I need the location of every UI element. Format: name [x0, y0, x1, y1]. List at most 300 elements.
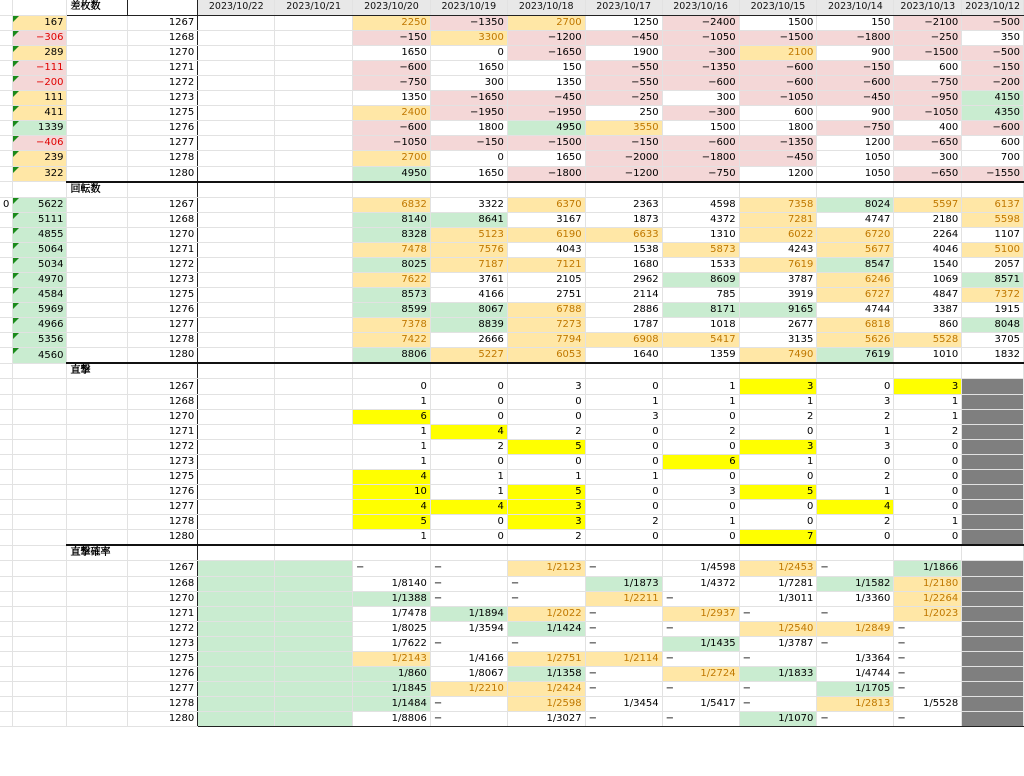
data-cell[interactable]: 1359	[662, 348, 739, 364]
machine-number[interactable]: 1275	[127, 651, 197, 666]
data-cell[interactable]	[198, 106, 275, 121]
data-cell[interactable]: −	[894, 712, 962, 727]
data-cell[interactable]	[198, 257, 275, 272]
data-cell[interactable]: 2	[662, 424, 739, 439]
data-cell[interactable]	[962, 636, 1024, 651]
data-cell[interactable]: −300	[662, 106, 739, 121]
data-cell[interactable]: 900	[817, 45, 894, 60]
data-cell[interactable]	[198, 273, 275, 288]
data-cell[interactable]	[962, 530, 1024, 546]
data-cell[interactable]: 7619	[817, 348, 894, 364]
data-cell[interactable]: 2105	[507, 273, 585, 288]
summary-cell[interactable]: −406	[13, 136, 67, 151]
data-cell[interactable]: 2677	[739, 318, 817, 333]
data-cell[interactable]: −	[817, 561, 894, 576]
data-cell[interactable]: 600	[739, 106, 817, 121]
data-cell[interactable]: 1/7281	[739, 576, 817, 591]
data-cell[interactable]: 2886	[585, 303, 662, 318]
data-cell[interactable]: 0	[817, 379, 894, 394]
machine-number[interactable]: 1278	[127, 333, 197, 348]
data-cell[interactable]: 1832	[962, 348, 1024, 364]
summary-cell[interactable]	[13, 591, 67, 606]
data-cell[interactable]: 2962	[585, 273, 662, 288]
data-cell[interactable]	[962, 667, 1024, 682]
data-cell[interactable]: −600	[817, 75, 894, 90]
section-title[interactable]: 回転数	[67, 182, 127, 198]
data-cell[interactable]: 1500	[662, 121, 739, 136]
summary-cell[interactable]	[13, 515, 67, 530]
summary-cell[interactable]: 4560	[13, 348, 67, 364]
data-cell[interactable]: 0	[353, 379, 431, 394]
row-blank[interactable]	[67, 712, 127, 727]
machine-number[interactable]: 1276	[127, 485, 197, 500]
data-cell[interactable]	[962, 439, 1024, 454]
machine-number[interactable]: 1280	[127, 348, 197, 364]
data-cell[interactable]: 6788	[507, 303, 585, 318]
data-cell[interactable]	[275, 318, 353, 333]
data-cell[interactable]	[275, 197, 353, 212]
summary-cell[interactable]	[13, 409, 67, 424]
section-title-fill[interactable]	[962, 182, 1024, 198]
data-cell[interactable]: 4847	[894, 288, 962, 303]
data-cell[interactable]	[198, 697, 275, 712]
data-cell[interactable]: 4950	[353, 166, 431, 182]
data-cell[interactable]: 600	[962, 136, 1024, 151]
section-title[interactable]: 直撃	[67, 363, 127, 379]
data-cell[interactable]: −200	[962, 75, 1024, 90]
data-cell[interactable]: 1/2424	[507, 682, 585, 697]
row-blank[interactable]	[67, 121, 127, 136]
data-cell[interactable]	[275, 30, 353, 45]
data-cell[interactable]: −	[662, 591, 739, 606]
row-blank[interactable]	[67, 30, 127, 45]
data-cell[interactable]: 3	[507, 500, 585, 515]
data-cell[interactable]: 2363	[585, 197, 662, 212]
summary-cell[interactable]	[13, 561, 67, 576]
data-cell[interactable]: 4150	[962, 91, 1024, 106]
section-title-pad[interactable]	[127, 363, 197, 379]
section-title-fill[interactable]	[817, 545, 894, 561]
data-cell[interactable]: 0	[585, 454, 662, 469]
machine-number[interactable]: 1271	[127, 606, 197, 621]
data-cell[interactable]: 1250	[585, 15, 662, 30]
data-cell[interactable]	[275, 394, 353, 409]
data-cell[interactable]: 4	[353, 470, 431, 485]
summary-cell[interactable]: 4966	[13, 318, 67, 333]
data-cell[interactable]: −	[585, 682, 662, 697]
data-cell[interactable]: 8328	[353, 227, 431, 242]
summary-cell[interactable]: 4970	[13, 273, 67, 288]
data-cell[interactable]: −	[894, 667, 962, 682]
data-cell[interactable]	[198, 561, 275, 576]
data-cell[interactable]	[198, 15, 275, 30]
date-header-8[interactable]: 2023/10/14	[817, 0, 894, 15]
data-cell[interactable]: 8024	[817, 197, 894, 212]
data-cell[interactable]: 1	[894, 409, 962, 424]
data-cell[interactable]: 3	[507, 379, 585, 394]
section-title-fill[interactable]	[894, 182, 962, 198]
data-cell[interactable]	[962, 651, 1024, 666]
data-cell[interactable]: −1050	[739, 91, 817, 106]
data-cell[interactable]: 3705	[962, 333, 1024, 348]
date-header-4[interactable]: 2023/10/18	[507, 0, 585, 15]
data-cell[interactable]	[275, 576, 353, 591]
machine-number[interactable]: 1278	[127, 151, 197, 166]
data-cell[interactable]: 1/8025	[353, 621, 431, 636]
data-cell[interactable]: −	[662, 682, 739, 697]
row-blank[interactable]	[67, 151, 127, 166]
data-cell[interactable]: −	[662, 621, 739, 636]
data-cell[interactable]: 2057	[962, 257, 1024, 272]
data-cell[interactable]: −	[430, 591, 507, 606]
machine-number[interactable]: 1270	[127, 409, 197, 424]
section-title-fill[interactable]	[817, 182, 894, 198]
data-cell[interactable]: 7273	[507, 318, 585, 333]
data-cell[interactable]: −	[585, 667, 662, 682]
data-cell[interactable]: 900	[817, 106, 894, 121]
section-title-fill[interactable]	[662, 545, 739, 561]
data-cell[interactable]: 4350	[962, 106, 1024, 121]
data-cell[interactable]: 0	[430, 454, 507, 469]
data-cell[interactable]: 1/2453	[739, 561, 817, 576]
machine-number[interactable]: 1267	[127, 15, 197, 30]
machine-number[interactable]: 1267	[127, 379, 197, 394]
summary-cell[interactable]: 5969	[13, 303, 67, 318]
data-cell[interactable]: 1/2813	[817, 697, 894, 712]
data-cell[interactable]: 7358	[739, 197, 817, 212]
data-cell[interactable]	[962, 485, 1024, 500]
data-cell[interactable]	[198, 454, 275, 469]
data-cell[interactable]: 7576	[430, 242, 507, 257]
data-cell[interactable]: 0	[739, 515, 817, 530]
data-cell[interactable]: −550	[585, 75, 662, 90]
row-prefix[interactable]	[0, 379, 13, 394]
section-title-fill[interactable]	[198, 363, 275, 379]
data-cell[interactable]: −750	[894, 75, 962, 90]
row-blank[interactable]	[67, 288, 127, 303]
data-cell[interactable]: 1800	[739, 121, 817, 136]
data-cell[interactable]: −1050	[353, 136, 431, 151]
summary-cell[interactable]: 111	[13, 91, 67, 106]
data-cell[interactable]: 0	[662, 500, 739, 515]
data-cell[interactable]: 7422	[353, 333, 431, 348]
data-cell[interactable]: 1/2540	[739, 621, 817, 636]
machine-number[interactable]: 1270	[127, 227, 197, 242]
data-cell[interactable]: 3322	[430, 197, 507, 212]
row-prefix[interactable]	[0, 409, 13, 424]
data-cell[interactable]: 700	[962, 151, 1024, 166]
header-machine-col[interactable]	[127, 0, 197, 15]
data-cell[interactable]: 8547	[817, 257, 894, 272]
row-prefix[interactable]	[0, 45, 13, 60]
row-prefix[interactable]	[0, 303, 13, 318]
data-cell[interactable]: −	[585, 606, 662, 621]
section-title-fill[interactable]	[894, 363, 962, 379]
data-cell[interactable]	[275, 379, 353, 394]
section-title-fill[interactable]	[894, 545, 962, 561]
data-cell[interactable]: −1800	[817, 30, 894, 45]
data-cell[interactable]: −	[662, 712, 739, 727]
machine-number[interactable]: 1277	[127, 500, 197, 515]
section-title-fill[interactable]	[817, 363, 894, 379]
data-cell[interactable]: 0	[430, 394, 507, 409]
summary-cell[interactable]	[13, 651, 67, 666]
data-cell[interactable]	[198, 439, 275, 454]
row-prefix[interactable]	[0, 15, 13, 30]
data-cell[interactable]: −	[585, 712, 662, 727]
data-cell[interactable]: 8641	[430, 212, 507, 227]
section-title-fill[interactable]	[198, 545, 275, 561]
data-cell[interactable]	[198, 333, 275, 348]
machine-number[interactable]: 1272	[127, 621, 197, 636]
row-prefix[interactable]	[0, 485, 13, 500]
section-title-fill[interactable]	[353, 363, 431, 379]
data-cell[interactable]: 0	[662, 530, 739, 546]
data-cell[interactable]: 8140	[353, 212, 431, 227]
machine-number[interactable]: 1273	[127, 91, 197, 106]
data-cell[interactable]: −	[353, 561, 431, 576]
data-cell[interactable]: 1/2598	[507, 697, 585, 712]
data-cell[interactable]: 2	[739, 409, 817, 424]
data-cell[interactable]: 6022	[739, 227, 817, 242]
data-cell[interactable]: 0	[894, 485, 962, 500]
machine-number[interactable]: 1268	[127, 576, 197, 591]
data-cell[interactable]: 0	[739, 500, 817, 515]
data-cell[interactable]	[275, 500, 353, 515]
row-blank[interactable]	[67, 45, 127, 60]
data-cell[interactable]: 4747	[817, 212, 894, 227]
data-cell[interactable]: 4598	[662, 197, 739, 212]
data-cell[interactable]: 0	[430, 379, 507, 394]
data-cell[interactable]: −	[894, 621, 962, 636]
date-header-5[interactable]: 2023/10/17	[585, 0, 662, 15]
data-cell[interactable]	[275, 348, 353, 364]
row-blank[interactable]	[67, 606, 127, 621]
data-cell[interactable]: 1	[430, 470, 507, 485]
data-cell[interactable]	[275, 636, 353, 651]
section-title-fill[interactable]	[198, 182, 275, 198]
data-cell[interactable]	[275, 667, 353, 682]
data-cell[interactable]: 1/2143	[353, 651, 431, 666]
data-cell[interactable]: 7121	[507, 257, 585, 272]
data-cell[interactable]: −500	[962, 45, 1024, 60]
data-cell[interactable]	[962, 606, 1024, 621]
data-cell[interactable]: 5	[507, 439, 585, 454]
data-cell[interactable]	[275, 712, 353, 727]
data-cell[interactable]	[275, 591, 353, 606]
data-cell[interactable]	[198, 318, 275, 333]
data-cell[interactable]: −150	[353, 30, 431, 45]
summary-cell[interactable]	[13, 712, 67, 727]
data-cell[interactable]: −	[585, 621, 662, 636]
data-cell[interactable]	[275, 106, 353, 121]
section-title-pad[interactable]	[127, 545, 197, 561]
data-cell[interactable]: −2400	[662, 15, 739, 30]
section-title-fill[interactable]	[585, 182, 662, 198]
data-cell[interactable]	[275, 166, 353, 182]
data-cell[interactable]: 1010	[894, 348, 962, 364]
data-cell[interactable]: 1018	[662, 318, 739, 333]
data-cell[interactable]: −	[739, 651, 817, 666]
data-cell[interactable]: 2	[430, 439, 507, 454]
section-title-fill[interactable]	[430, 363, 507, 379]
data-cell[interactable]: 6370	[507, 197, 585, 212]
date-header-1[interactable]: 2023/10/21	[275, 0, 353, 15]
data-cell[interactable]	[198, 591, 275, 606]
data-cell[interactable]: 1/8140	[353, 576, 431, 591]
data-cell[interactable]	[198, 348, 275, 364]
data-cell[interactable]	[198, 60, 275, 75]
data-cell[interactable]	[275, 60, 353, 75]
data-cell[interactable]: 5100	[962, 242, 1024, 257]
row-blank[interactable]	[67, 15, 127, 30]
data-cell[interactable]: 0	[894, 454, 962, 469]
data-cell[interactable]	[275, 682, 353, 697]
section-title-sashimaisu[interactable]: 差枚数	[67, 0, 127, 15]
row-prefix[interactable]	[0, 91, 13, 106]
row-blank[interactable]	[67, 530, 127, 546]
row-prefix[interactable]	[0, 515, 13, 530]
summary-cell[interactable]	[13, 454, 67, 469]
data-cell[interactable]: −600	[739, 60, 817, 75]
data-cell[interactable]: 8048	[962, 318, 1024, 333]
row-blank[interactable]	[67, 348, 127, 364]
data-cell[interactable]	[198, 394, 275, 409]
row-prefix[interactable]	[0, 500, 13, 515]
data-cell[interactable]: 4	[430, 500, 507, 515]
data-cell[interactable]: 2	[585, 515, 662, 530]
data-cell[interactable]: 1	[662, 379, 739, 394]
machine-number[interactable]: 1271	[127, 60, 197, 75]
data-cell[interactable]: 3	[585, 409, 662, 424]
data-cell[interactable]: 5	[507, 485, 585, 500]
data-cell[interactable]: 1/1424	[507, 621, 585, 636]
data-cell[interactable]: 3135	[739, 333, 817, 348]
data-cell[interactable]	[275, 485, 353, 500]
row-prefix[interactable]	[0, 136, 13, 151]
summary-cell[interactable]: −306	[13, 30, 67, 45]
data-cell[interactable]: 1/2114	[585, 651, 662, 666]
section-title-fill[interactable]	[430, 545, 507, 561]
summary-cell[interactable]: −200	[13, 75, 67, 90]
data-cell[interactable]: 6190	[507, 227, 585, 242]
data-cell[interactable]	[275, 697, 353, 712]
data-cell[interactable]: 1/1833	[739, 667, 817, 682]
data-cell[interactable]: 1/3787	[739, 636, 817, 651]
data-cell[interactable]: 1/2724	[662, 667, 739, 682]
data-cell[interactable]: 1	[353, 530, 431, 546]
data-cell[interactable]: 1/1845	[353, 682, 431, 697]
machine-number[interactable]: 1275	[127, 470, 197, 485]
data-cell[interactable]: 4372	[662, 212, 739, 227]
row-blank[interactable]	[67, 682, 127, 697]
row-blank[interactable]	[67, 166, 127, 182]
machine-number[interactable]: 1277	[127, 318, 197, 333]
data-cell[interactable]	[198, 212, 275, 227]
section-title-fill[interactable]	[275, 363, 353, 379]
data-cell[interactable]: 1/1705	[817, 682, 894, 697]
data-cell[interactable]: 3919	[739, 288, 817, 303]
data-cell[interactable]	[198, 667, 275, 682]
row-prefix[interactable]	[0, 712, 13, 727]
data-cell[interactable]: 0	[507, 409, 585, 424]
data-cell[interactable]	[198, 424, 275, 439]
data-cell[interactable]	[198, 136, 275, 151]
data-cell[interactable]: 1/4598	[662, 561, 739, 576]
data-cell[interactable]: 7187	[430, 257, 507, 272]
data-cell[interactable]	[962, 682, 1024, 697]
section-title-fill[interactable]	[275, 545, 353, 561]
data-cell[interactable]: 3	[662, 485, 739, 500]
row-blank[interactable]	[67, 651, 127, 666]
data-cell[interactable]: 300	[662, 91, 739, 106]
data-cell[interactable]	[962, 394, 1024, 409]
machine-number[interactable]: 1267	[127, 197, 197, 212]
summary-cell[interactable]	[13, 485, 67, 500]
summary-cell[interactable]	[13, 424, 67, 439]
summary-cell[interactable]: 5356	[13, 333, 67, 348]
data-cell[interactable]: 1/2849	[817, 621, 894, 636]
row-blank[interactable]	[67, 424, 127, 439]
summary-cell[interactable]: 239	[13, 151, 67, 166]
section-title-fill[interactable]	[962, 545, 1024, 561]
data-cell[interactable]: 1/1388	[353, 591, 431, 606]
machine-number[interactable]: 1273	[127, 273, 197, 288]
row-prefix[interactable]	[0, 106, 13, 121]
data-cell[interactable]	[198, 75, 275, 90]
summary-cell[interactable]	[13, 470, 67, 485]
row-blank[interactable]	[67, 257, 127, 272]
data-cell[interactable]: −250	[894, 30, 962, 45]
machine-number[interactable]: 1275	[127, 106, 197, 121]
row-blank[interactable]	[67, 515, 127, 530]
data-cell[interactable]: −1200	[507, 30, 585, 45]
data-cell[interactable]	[198, 409, 275, 424]
data-cell[interactable]: 0	[585, 530, 662, 546]
row-blank[interactable]	[67, 333, 127, 348]
data-cell[interactable]: 1310	[662, 227, 739, 242]
data-cell[interactable]: 2	[817, 470, 894, 485]
data-cell[interactable]: −1350	[739, 136, 817, 151]
data-cell[interactable]	[198, 151, 275, 166]
summary-cell[interactable]	[13, 530, 67, 546]
data-cell[interactable]	[198, 470, 275, 485]
row-blank[interactable]	[67, 697, 127, 712]
data-cell[interactable]: 9165	[739, 303, 817, 318]
data-cell[interactable]: 8171	[662, 303, 739, 318]
data-cell[interactable]: 2700	[507, 15, 585, 30]
data-cell[interactable]	[275, 257, 353, 272]
data-cell[interactable]: −300	[662, 45, 739, 60]
section-title-fill[interactable]	[739, 182, 817, 198]
data-cell[interactable]: −750	[662, 166, 739, 182]
row-prefix[interactable]	[0, 227, 13, 242]
data-cell[interactable]: 2	[817, 515, 894, 530]
data-cell[interactable]: 1/3011	[739, 591, 817, 606]
data-cell[interactable]: 8573	[353, 288, 431, 303]
row-prefix[interactable]	[0, 60, 13, 75]
data-cell[interactable]: 6	[353, 409, 431, 424]
row-prefix[interactable]	[0, 348, 13, 364]
machine-number[interactable]: 1272	[127, 75, 197, 90]
data-cell[interactable]: 8609	[662, 273, 739, 288]
section-title-fill[interactable]	[662, 363, 739, 379]
data-cell[interactable]	[962, 561, 1024, 576]
data-cell[interactable]: 1/4744	[817, 667, 894, 682]
data-cell[interactable]: 1915	[962, 303, 1024, 318]
data-cell[interactable]: −	[894, 651, 962, 666]
data-cell[interactable]: 1/3594	[430, 621, 507, 636]
